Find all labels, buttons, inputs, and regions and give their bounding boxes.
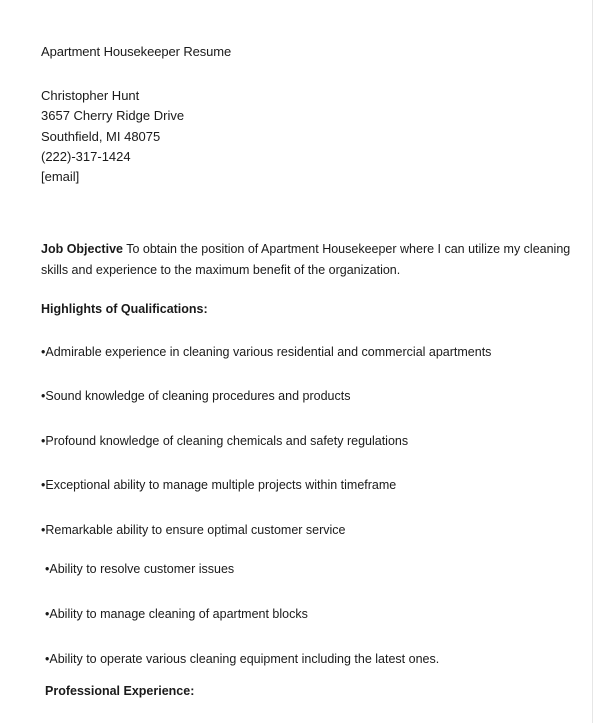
highlight-item: •Ability to manage cleaning of apartment blocks: [45, 607, 308, 621]
contact-street: 3657 Cherry Ridge Drive: [41, 108, 185, 124]
professional-experience-heading: Professional Experience:: [45, 684, 195, 698]
job-objective-label: Job Objective: [41, 242, 123, 256]
highlight-item: •Sound knowledge of cleaning procedures and products: [41, 389, 351, 403]
contact-name: Christopher Hunt: [41, 88, 140, 103]
highlight-item: •Exceptional ability to manage multiple projects within timeframe: [41, 478, 397, 492]
highlight-item: •Ability to resolve customer issues: [45, 562, 235, 576]
highlight-item: •Remarkable ability to ensure optimal customer service: [41, 523, 346, 537]
contact-phone: (222)-317-1424: [41, 148, 131, 164]
highlights-heading: Highlights of Qualifications:: [41, 302, 208, 316]
job-objective-paragraph: [41, 239, 581, 281]
contact-city-state-zip: Southfield, MI 48075: [41, 128, 161, 144]
contact-block: [41, 86, 184, 187]
document-title: Apartment Housekeeper Resume: [41, 44, 232, 59]
job-objective-text: To obtain the position of Apartment Housekeeper where I can utilize my cleaning skills and experience to the maximum benefit of the organization.: [41, 242, 571, 277]
highlight-item: •Ability to operate various cleaning equipment including the latest ones.: [45, 652, 440, 666]
highlight-item: •Profound knowledge of cleaning chemicals and safety regulations: [41, 434, 409, 448]
contact-email: [email]: [41, 169, 80, 185]
highlight-item: •Admirable experience in cleaning various residential and commercial apartments: [41, 345, 492, 359]
